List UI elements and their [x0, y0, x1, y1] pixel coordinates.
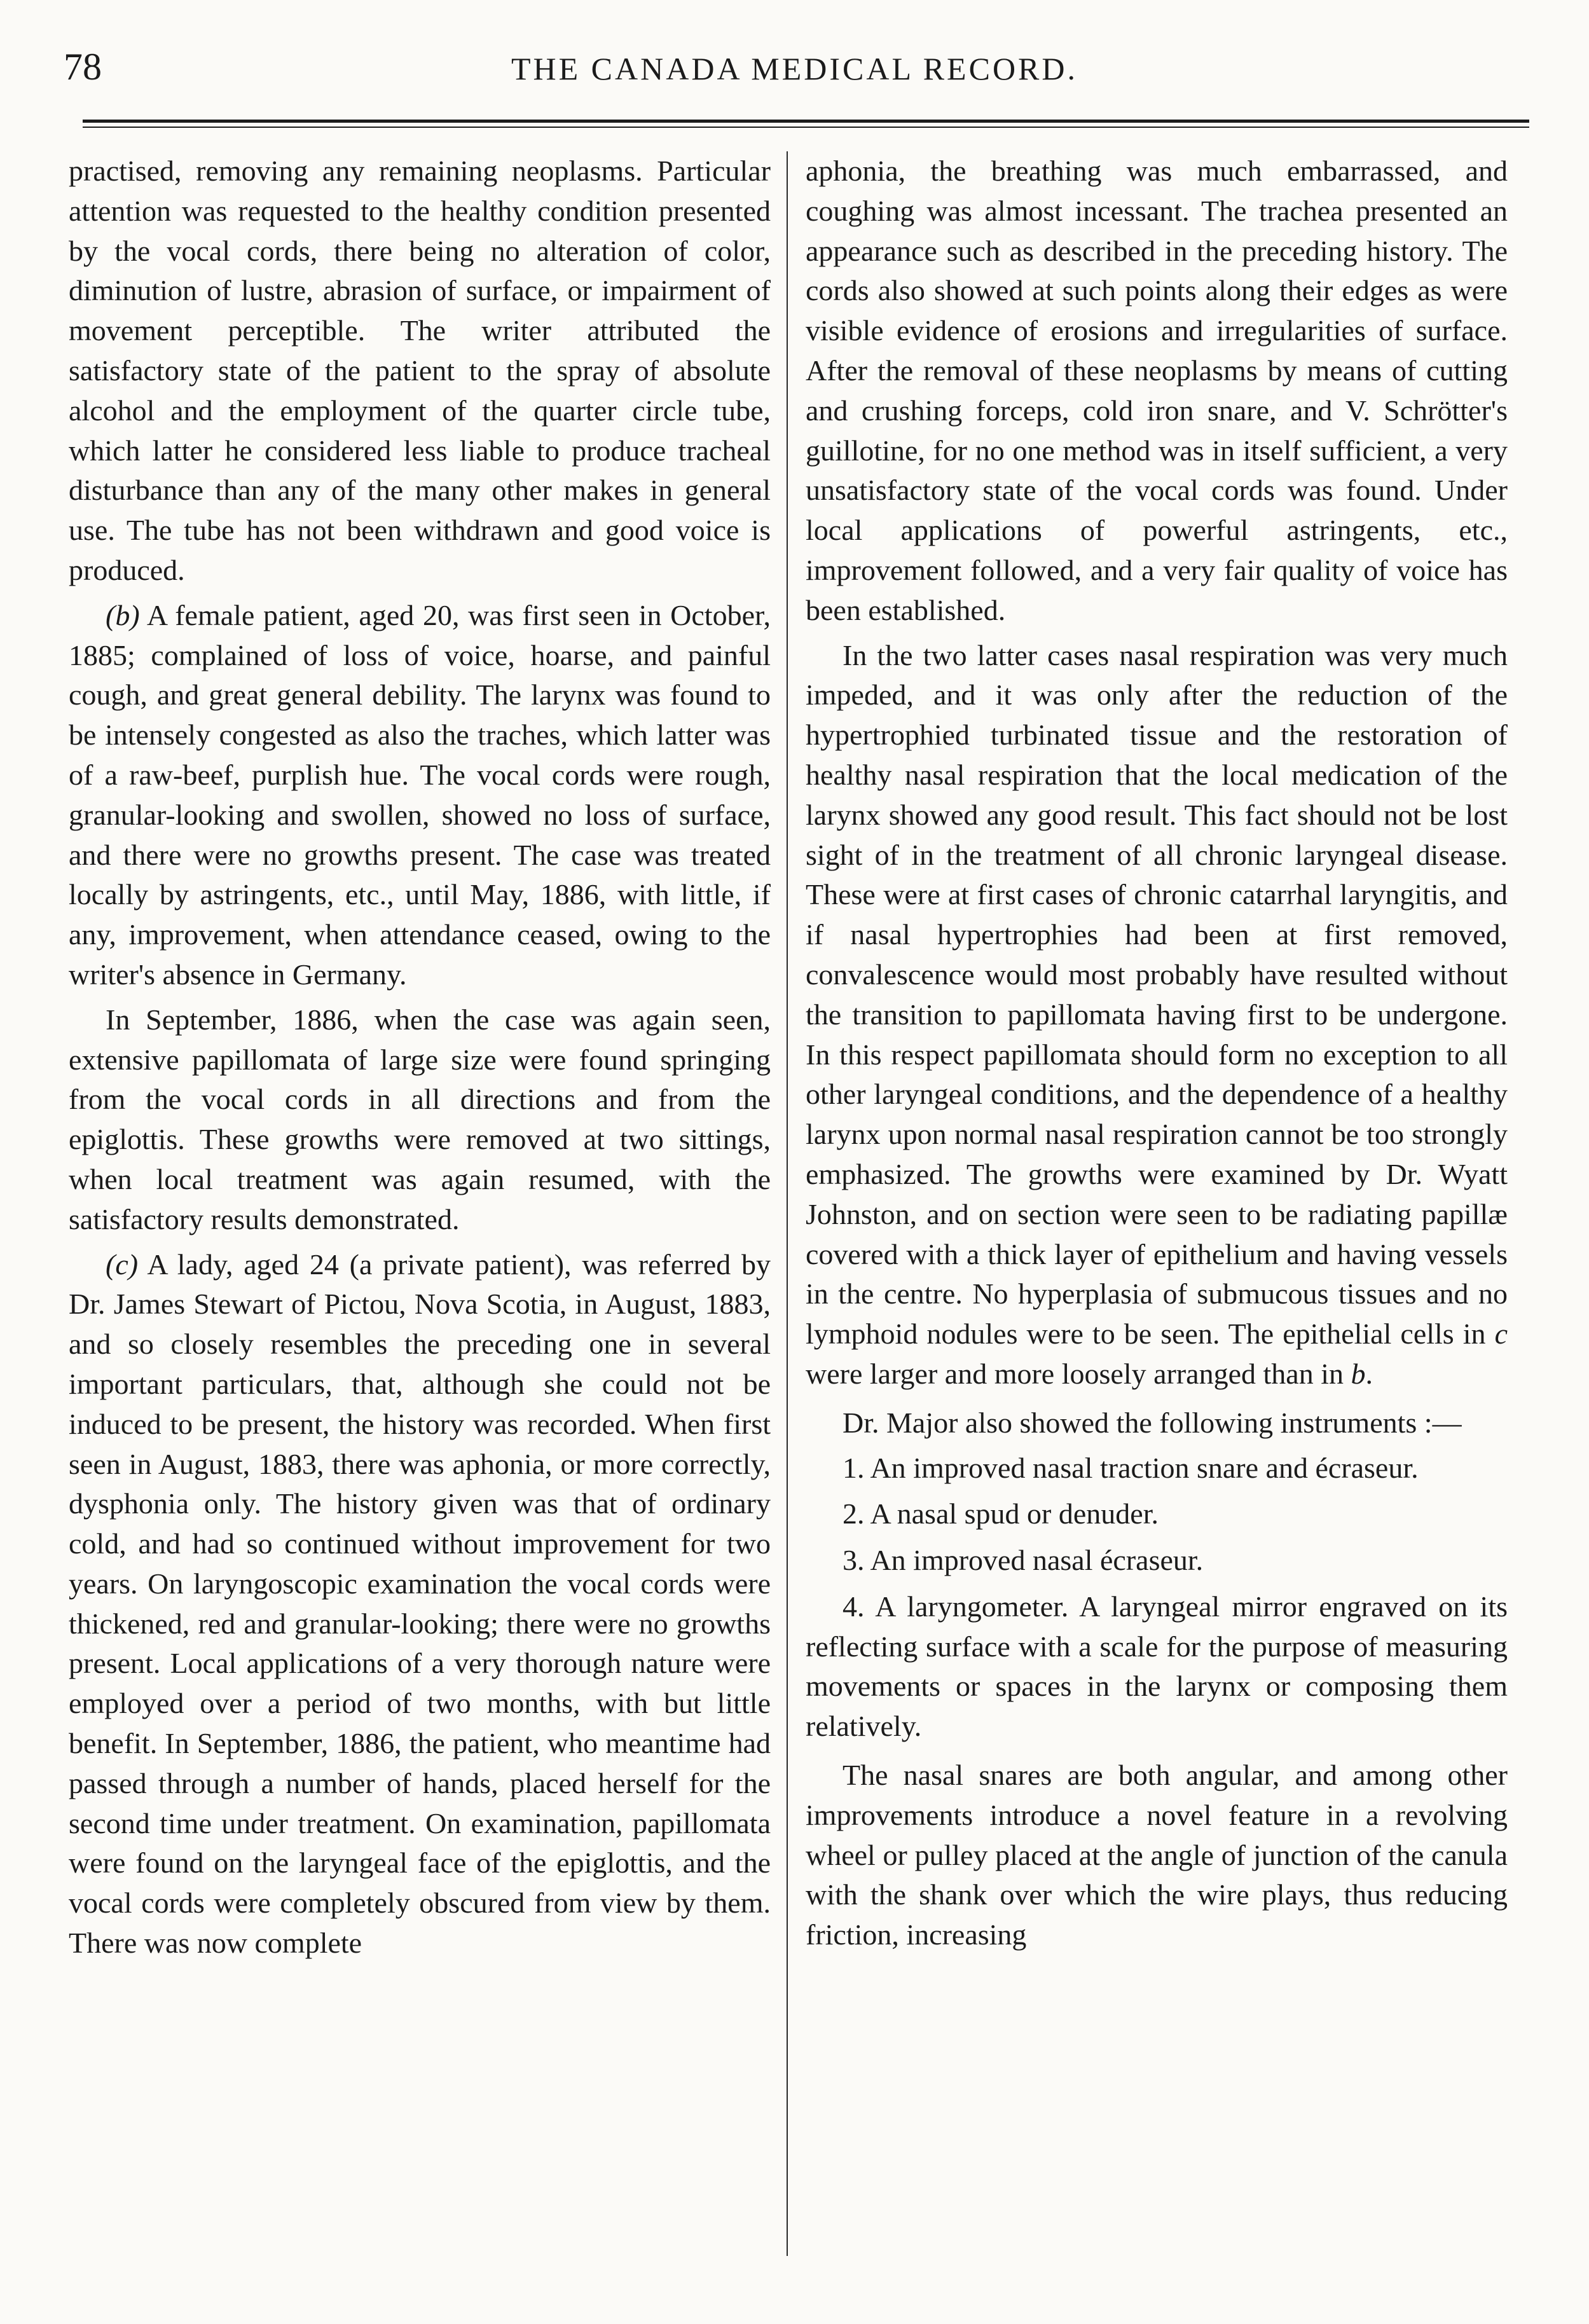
- paragraph: In September, 1886, when the case was again seen, extensive papillomata of large size were found springing from the vocal cords in all directions and from the epiglottis. These growths were removed at two sittings, when local treatment was again resumed, with the satisfactory results demonstrated.: [69, 1003, 771, 1235]
- paragraph: practised, removing any remaining neoplasms. Particular attention was requested to the healthy condition presented by the vocal cords, there being no alteration of color, diminution of lustre, abrasion of surface, or impairment of movement perceptible. The writer attributed the satisfactory state of the patient to the spray of absolute alcohol and the employment of the quarter circle tube, which latter he considered less liable to produce tracheal disturbance than any of the many other makes in general use. The tube has not been withdrawn and good voice is produced.: [69, 155, 771, 586]
- list-item: 2. A nasal spud or denuder.: [843, 1497, 1159, 1530]
- case-c-paragraph: [69, 1245, 771, 1963]
- header-rule-thin: [83, 127, 1529, 128]
- left-column: [69, 151, 771, 1969]
- header-rule: [83, 120, 1529, 123]
- case-label: (c): [106, 1248, 139, 1281]
- paragraph: [806, 636, 1508, 1394]
- paragraph: Dr. Major also showed the following instruments :—: [843, 1406, 1462, 1439]
- paragraph-text: .: [1365, 1357, 1373, 1390]
- list-item: 4. A laryngometer. A laryngeal mirror engraved on its reflecting surface with a scale for the purpose of measuring movements or spaces in the larynx or composing them relatively.: [806, 1590, 1508, 1743]
- case-label: (b): [106, 598, 140, 631]
- running-head: THE CANADA MEDICAL RECORD.: [511, 51, 1078, 86]
- right-column: [806, 151, 1508, 1960]
- paragraph: The nasal snares are both angular, and among other improvements introduce a novel feature in a revolving wheel or pulley placed at the angle of junction of the canula with the shank over which the wire plays, thus reducing friction, increasing: [806, 1759, 1508, 1951]
- list-item: 1. An improved nasal traction snare and écraseur.: [843, 1451, 1419, 1484]
- paragraph-text: A female patient, aged 20, was first seen in October, 1885; complained of loss of voice, hoarse, and painful cough, and great general debility. The larynx was found to be intensely congested as also the traches, which latter was of a raw-beef, purplish hue. The vocal cords were rough, granular-looking and swollen, showed no loss of surface, and there were no growths present. The case was treated locally by astringents, etc., until May, 1886, with little, if any, improvement, when attendance ceased, owing to the writer's absence in Germany.: [69, 598, 771, 991]
- paragraph-text: In the two latter cases nasal respiration was very much impeded, and it was only after the reduction of the hypertrophied turbinated tissue and the restoration of healthy nasal respiration that the local medication of the larynx showed any good result. This fact should not be lost sight of in the treatment of all chronic laryngeal disease. These were at first cases of chronic catarrhal laryngitis, and if nasal hypertrophies had been at first removed, convalescence would most probably have resulted without the transition to papillomata having first to be undergone. In this respect papillomata should form no exception to all other laryngeal conditions, and the dependence of a healthy larynx upon normal nasal respiration cannot be too strongly emphasized. The growths were examined by Dr. Wyatt Johnston, and on section were seen to be radiating papillæ covered with a thick layer of epithelium and having vessels in the centre. No hyperplasia of submucous tissues and no lymphoid nodules were to be seen. The epithelial cells in: [806, 638, 1508, 1351]
- paragraph: aphonia, the breathing was much embarrassed, and coughing was almost incessant. The trachea presented an appearance such as described in the preceding history. The cords also showed at such points along their edges as were visible evidence of erosions and irregularities of surface. After the removal of these neoplasms by means of cutting and crushing forceps, cold iron snare, and V. Schrötter's guillotine, for no one method was in itself sufficient, a very unsatisfactory state of the vocal cords was found. Under local applications of powerful astringents, etc., improvement followed, and a very fair quality of voice has been established.: [806, 155, 1508, 626]
- page-number: 78: [64, 46, 102, 88]
- list-item: 3. An improved nasal écraseur.: [843, 1544, 1204, 1577]
- paragraph-text: A lady, aged 24 (a private patient), was referred by Dr. James Stewart of Pictou, Nova Scotia, in August, 1883, and so closely resembles the preceding one in several important particulars, that, although she could not be induced to be present, the history was recorded. When first seen in August, 1883, there was aphonia, or more correctly, dysphonia only. The history given was that of ordinary cold, and had so continued without improvement for two years. On laryngoscopic examination the vocal cords were thickened, red and granular-looking; there were no growths present. Local applications of a very thorough nature were employed over a period of two months, with but little benefit. In September, 1886, the patient, who meantime had passed through a number of hands, placed herself for the second time under treatment. On examination, papillomata were found on the laryngeal face of the epiglottis, and the vocal cords were completely obscured from view by them. There was now complete: [69, 1248, 771, 1960]
- case-ref: c: [1494, 1317, 1508, 1351]
- paragraph-text: were larger and more loosely arranged than in: [806, 1357, 1344, 1390]
- page-header: [0, 0, 1589, 146]
- case-ref: b: [1351, 1357, 1366, 1390]
- case-b-paragraph: [69, 596, 771, 995]
- column-divider: [787, 151, 788, 2256]
